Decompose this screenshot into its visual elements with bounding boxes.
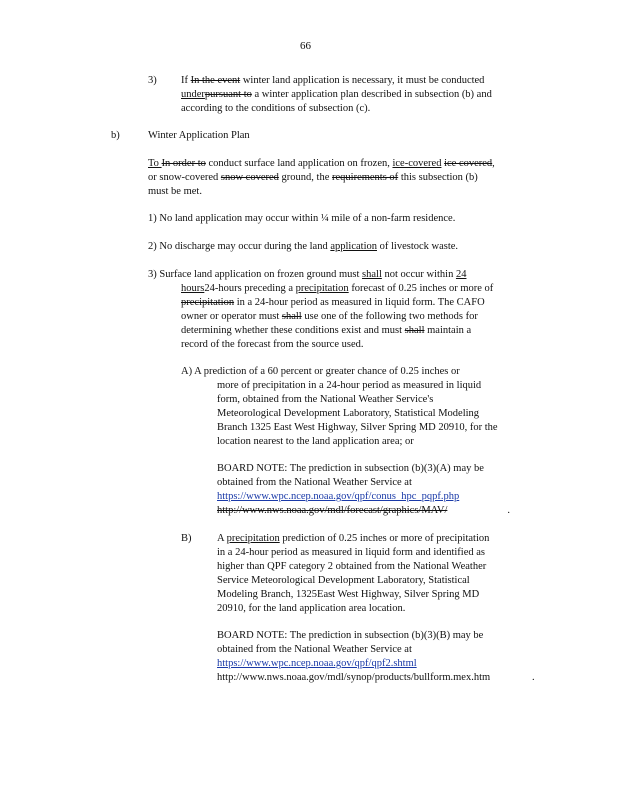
page-number: 66 (300, 40, 311, 52)
option-b-board-note-1: BOARD NOTE: The prediction in subsection (b)(3)(B) may be (217, 630, 484, 641)
item-3-line-3: according to the conditions of subsection (c). (181, 103, 371, 114)
option-a-line-2: more of precipitation in a 24-hour period as measured in liquid (217, 380, 482, 391)
option-b-line-6: 20910, for the land application area location. (217, 603, 406, 614)
rule-3-line-4: owner or operator must shall use one of the following two methods for (181, 311, 478, 322)
option-a-board-note-2: obtained from the National Weather Service at (217, 477, 412, 488)
intro-line-3: must be met. (148, 186, 202, 197)
section-b-title: Winter Application Plan (148, 130, 250, 141)
item-3-label: 3) (148, 75, 157, 86)
option-a-board-note-1: BOARD NOTE: The prediction in subsection (b)(3)(A) may be (217, 463, 484, 474)
section-b-label: b) (111, 130, 120, 141)
option-a-old-url: http://www.nws.noaa.gov/mdl/forecast/graphics/MAV/ . (217, 505, 511, 516)
option-a-line-1: A) A prediction of a 60 percent or greater chance of 0.25 inches or (181, 366, 460, 377)
rule-3-line-3: precipitation in a 24-hour period as measured in liquid form. The CAFO (181, 297, 485, 308)
option-b-line-1: A precipitation prediction of 0.25 inches or more of precipitation (217, 533, 490, 544)
option-a-line-4: Meteorological Development Laboratory, Statistical Modeling (217, 408, 480, 419)
option-a-line-3: form, obtained from the National Weather Service's (217, 394, 434, 405)
item-3-line-2: underpursuant to a winter application plan described in subsection (b) and (181, 89, 492, 100)
rule-3-line-1: 3) Surface land application on frozen ground must shall not occur within 24 (148, 269, 467, 280)
option-b-old-url: http://www.nws.noaa.gov/mdl/synop/products/bullform.mex.htm (217, 672, 491, 683)
option-b-line-4: Service Meteorological Development Laboratory, Statistical (217, 575, 470, 586)
option-b-line-2: in a 24-hour period as measured in liquid form and identified as (217, 547, 485, 558)
rule-2: 2) No discharge may occur during the land application of livestock waste. (148, 241, 459, 252)
rule-3-line-2: hours24-hours preceding a precipitation forecast of 0.25 inches or more of (181, 283, 494, 294)
rule-3-line-5: determining whether these conditions exist and must shall maintain a (181, 325, 472, 336)
intro-line-1: To In order to conduct surface land application on frozen, ice-covered ice covered, (148, 158, 495, 169)
option-b-line-5: Modeling Branch, 1325East West Highway, Silver Spring MD (217, 589, 480, 600)
rule-1: 1) No land application may occur within ¼ mile of a non-farm residence. (148, 213, 456, 224)
option-b-new-url-link[interactable]: https://www.wpc.ncep.noaa.gov/qpf/qpf2.shtml (217, 658, 417, 669)
item-3-line-1: If In the event winter land application is necessary, it must be conducted (181, 75, 485, 86)
intro-line-2: or snow-covered snow covered ground, the requirements of this subsection (b) (148, 172, 478, 183)
rule-3-line-6: record of the forecast from the source used. (181, 339, 364, 350)
option-b-board-note-2: obtained from the National Weather Service at (217, 644, 412, 655)
option-a-line-5: Branch 1325 East West Highway, Silver Spring MD 20910, for the (217, 422, 498, 433)
option-b-label: B) (181, 533, 192, 544)
option-a-line-6: location nearest to the land application area; or (217, 436, 414, 447)
option-b-line-3: higher than QPF category 2 obtained from the National Weather (217, 561, 487, 572)
option-b-old-url-period: . (532, 672, 535, 683)
option-a-new-url-link[interactable]: https://www.wpc.ncep.noaa.gov/qpf/conus_hpc_pqpf.php (217, 491, 460, 502)
